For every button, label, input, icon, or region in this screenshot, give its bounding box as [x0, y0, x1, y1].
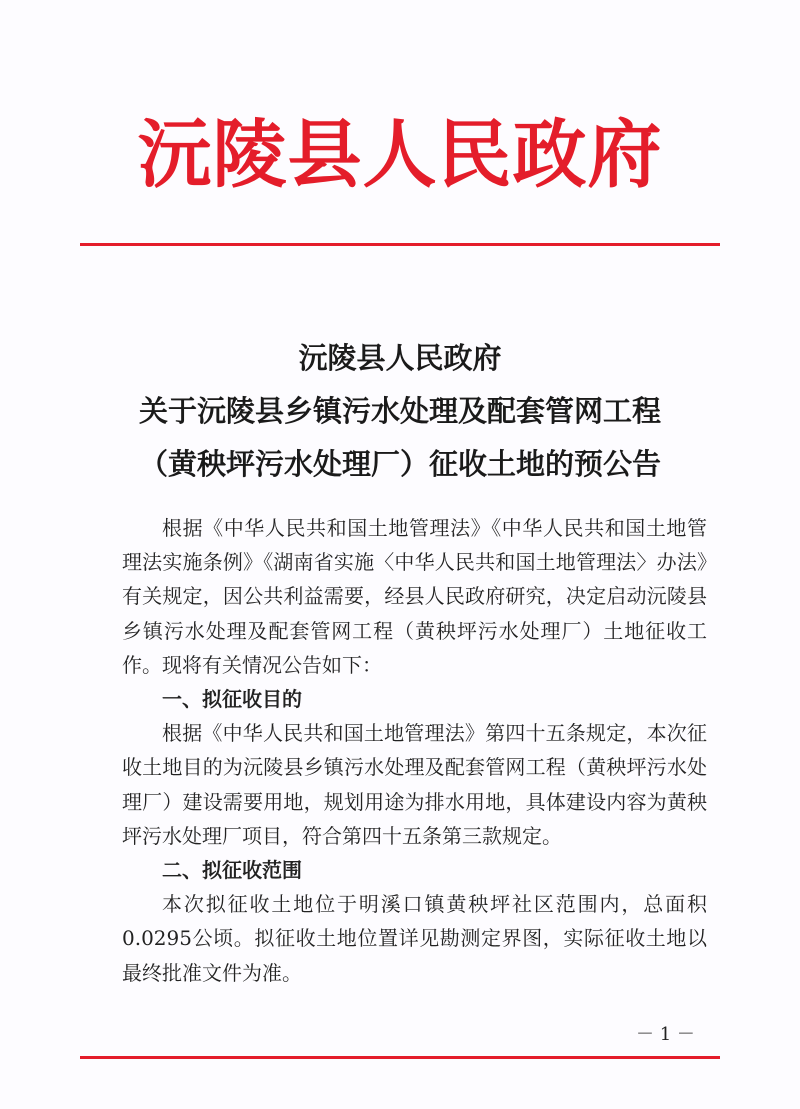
section-1-paragraph: 根据《中华人民共和国土地管理法》第四十五条规定，本次征收土地目的为沅陵县乡镇污水处理及配套管网工程（黄秧坪污水处理厂）建设需要用地，规划用途为排水用地，具体建设内容为黄秧坪污水处理厂项目，符合第四十五条第三款规定。	[122, 721, 707, 848]
title-line-3: （黄秧坪污水处理厂）征收土地的预公告	[138, 447, 661, 481]
section-2-heading: 二、拟征收范围	[162, 858, 302, 883]
document-body	[122, 511, 707, 990]
footer-red-line	[80, 1056, 720, 1059]
title-line-2: 关于沅陵县乡镇污水处理及配套管网工程	[138, 394, 661, 428]
header-red-line	[80, 243, 720, 246]
intro-paragraph: 根据《中华人民共和国土地管理法》《中华人民共和国土地管理法实施条例》《湖南省实施〈中华人民共和国土地管理法〉办法》有关规定，因公共利益需要，经县人民政府研究，决定启动沅陵县乡镇污水处理及配套管网工程（黄秧坪污水处理厂）土地征收工作。现将有关情况公告如下：	[122, 516, 707, 677]
title-line-1: 沅陵县人民政府	[298, 341, 502, 375]
section-2-paragraph: 本次拟征收土地位于明溪口镇黄秧坪社区范围内，总面积0.0295公顷。拟征收土地位置详见勘测定界图，实际征收土地以最终批准文件为准。	[122, 892, 707, 985]
section-1-heading: 一、拟征收目的	[162, 687, 302, 712]
government-header: 沅陵县人民政府	[137, 112, 663, 198]
page-number: － 1 －	[636, 1024, 695, 1045]
